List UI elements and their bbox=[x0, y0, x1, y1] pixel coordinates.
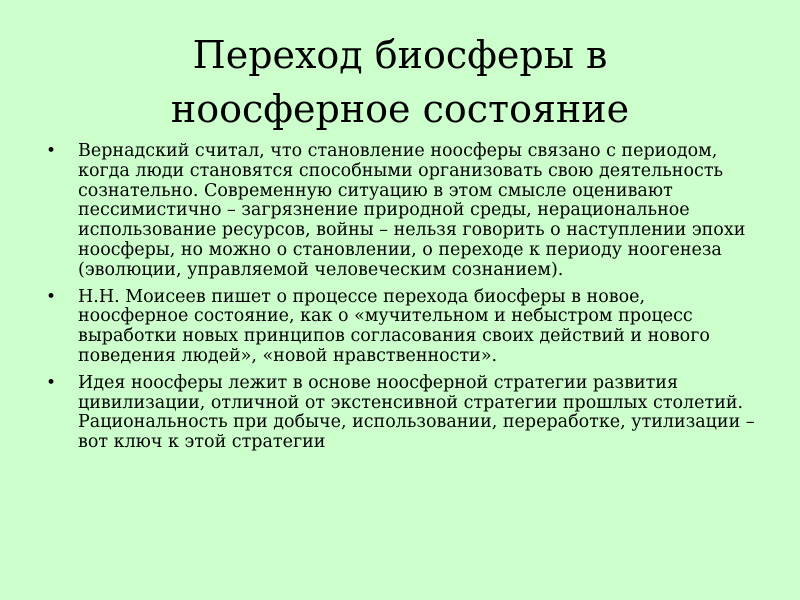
bullet-dot-icon: • bbox=[46, 286, 57, 307]
bullet-item-3 bbox=[46, 374, 760, 453]
bullet-dot-icon: • bbox=[46, 372, 57, 393]
slide-title bbox=[40, 28, 760, 136]
bullet-text-1: Вернадский считал, что становление ноосферы связано с периодом, когда люди становятся способными организовать свою деятельность сознательно. Современную ситуацию в этом смысле оценивают пессимистично – загрязнение природной среды, нерациональное использование ресурсов, войны – нельзя говорить о наступлении эпохи ноосферы, но можно о становлении, о переходе к периоду ноогенеза (эволюции, управляемой человеческим сознанием). bbox=[78, 141, 746, 280]
slide-title-line-1: Переход биосферы в bbox=[192, 33, 608, 77]
bullet-item-1 bbox=[46, 142, 760, 281]
slide-title-line-2: ноосферное состояние bbox=[170, 87, 630, 131]
bullet-text-2: Н.Н. Моисеев пишет о процессе перехода биосферы в новое, ноосферное состояние, как о «мучительном и небыстром процесс выработки новых принципов согласования своих действий и нового поведения людей», «новой нравственности». bbox=[78, 286, 710, 366]
bullet-list bbox=[46, 142, 760, 460]
bullet-dot-icon: • bbox=[46, 141, 57, 161]
bullet-text-3: Идея ноосферы лежит в основе ноосферной стратегии развития цивилизации, отличной от экстенсивной стратегии прошлых столетий. Рациональность при добыче, использовании, переработке, утилизации – вот ключ к этой стратегии bbox=[78, 372, 755, 453]
bullet-item-2 bbox=[46, 288, 760, 367]
